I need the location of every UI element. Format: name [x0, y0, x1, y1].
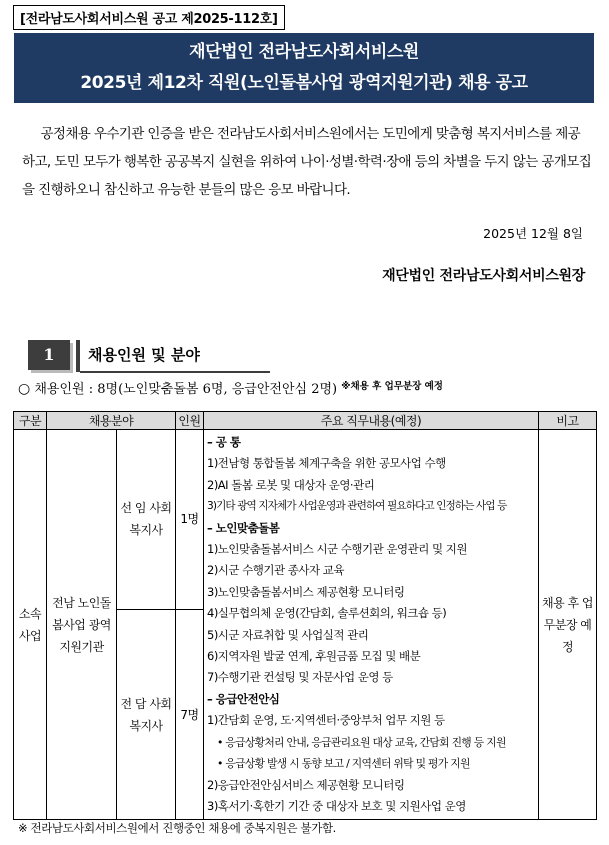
issuer-name: 재단법인 전라남도사회서비스원장 [382, 268, 585, 284]
intro-text: 공정채용 우수기관 인증을 받은 전라남도사회서비스원에서는 도민에게 맞춤형 복지서비스를 제공하고, 도민 모두가 행복한 공공복지 실현을 위하여 나이·성별·학력·장애 등의 차별을 두지 않는 공개모집을 진행하오니 참신하고 유능한 분들의 많은 응모 바랍니다. [22, 126, 592, 198]
duty-item: 3)노인맞춤돌봄서비스 제공현황 모니터링 [207, 584, 405, 599]
banner-title-line1: 재단법인 전라남도사회서비스원 [189, 42, 419, 62]
duty-item: 6)지역자원 발굴 연계, 후원금품 모집 및 배분 [207, 649, 421, 664]
circle-bullet-icon: ○ [18, 381, 31, 397]
section-header [28, 340, 270, 372]
title-banner [14, 33, 594, 103]
section-underline [80, 371, 270, 373]
duty-item: – 공 통 [207, 435, 241, 449]
duty-item: 4)실무협의체 운영(간담회, 솔루션회의, 워크숍 등) [207, 606, 447, 621]
position-staff-cell: 전 담 사회복지사 [117, 609, 176, 819]
field-cell: 전남 노인돌봄사업 광역지원기관 [47, 430, 117, 820]
duty-item: 7)수행기관 컨설팅 및 자문사업 운영 등 [207, 670, 393, 685]
duty-item: 2)시군 수행기관 종사자 교육 [207, 563, 344, 578]
duty-item: 2)응급안전안심서비스 제공현황 모니터링 [207, 777, 405, 792]
section-title: 채용인원 및 분야 [88, 346, 200, 364]
count-senior-cell: 1명 [176, 430, 204, 610]
header-count: 인원 [176, 412, 204, 430]
duty-item: 2)AI 돌봄 로봇 및 대상자 운영·관리 [207, 477, 375, 492]
header-remarks: 비고 [539, 412, 597, 430]
header-duties: 주요 직무내용(예정) [204, 412, 539, 430]
banner-title-line2: 2025년 제12차 직원(노인돌봄사업 광역지원기관) 채용 공고 [80, 73, 528, 93]
duty-item: 1)전남형 통합돌봄 체계구축을 위한 공모사업 수행 [207, 456, 446, 471]
duty-item: • 응급상황 발생 시 동향 보고 / 지역센터 위탁 및 평가 지원 [217, 757, 470, 771]
duty-item: • 응급상황처리 안내, 응급관리요원 대상 교육, 간담회 진행 등 지원 [217, 735, 506, 749]
recruit-summary [18, 378, 598, 397]
header-field: 채용분야 [47, 412, 176, 430]
intro-paragraph [22, 120, 592, 204]
duty-item: 5)시군 자료취합 및 사업실적 관리 [207, 627, 369, 642]
duty-item: 1)노인맞춤돌봄서비스 시군 수행기관 운영관리 및 지원 [207, 542, 467, 557]
duty-item: 1)간담회 운영, 도·지역센터·중앙부처 업무 지원 등 [207, 713, 445, 728]
header-category: 구분 [14, 412, 47, 430]
duty-item: 3)기타 광역 지자체가 사업운영과 관련하여 필요하다고 인정하는 사업 등 [207, 500, 507, 513]
remarks-cell: 채용 후 업무분장 예정 [539, 430, 597, 820]
category-cell: 소속 사업 [14, 430, 47, 820]
notice-number: [전라남도사회서비스원 공고 제2025-112호] [13, 5, 285, 30]
count-staff-cell: 7명 [176, 609, 204, 819]
recruitment-table [13, 411, 597, 820]
recruit-note: ※채용 후 업무분장 예정 [341, 381, 443, 392]
section-divider [76, 340, 80, 372]
recruit-count-text: 채용인원 : 8명(노인맞춤돌봄 6명, 응급안전안심 2명) [34, 382, 338, 397]
duty-item: 3)혹서기·혹한기 기간 중 대상자 보호 및 지원사업 운영 [207, 798, 466, 813]
table-row [14, 430, 597, 610]
section-number: 1 [28, 340, 70, 370]
table-header-row [14, 412, 597, 430]
duties-cell [204, 430, 539, 820]
position-senior-cell: 선 임 사회복지사 [117, 430, 176, 610]
duty-item: – 노인맞춤돌봄 [207, 520, 280, 535]
notice-date: 2025년 12월 8일 [483, 226, 583, 241]
footer-note: ※ 전라남도사회서비스원에서 진행중인 채용에 중복지원은 불가함. [18, 821, 336, 835]
duty-item: – 응급안전안심 [207, 691, 280, 706]
